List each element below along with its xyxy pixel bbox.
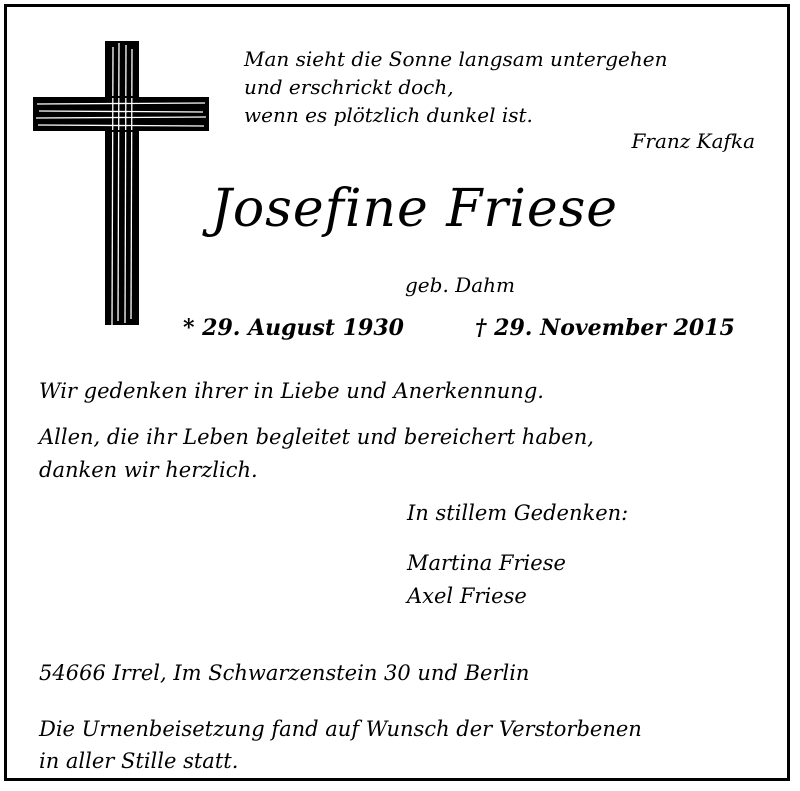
family-greeting: In stillem Gedenken: bbox=[407, 501, 629, 525]
birth-date: * 29. August 1930 bbox=[183, 315, 404, 341]
quote-author: Franz Kafka bbox=[631, 129, 755, 153]
maiden-name: geb. Dahm bbox=[405, 273, 515, 297]
quote-line: Man sieht die Sonne langsam untergehen bbox=[244, 47, 668, 71]
quote-text bbox=[244, 45, 667, 129]
family-members bbox=[407, 547, 566, 613]
thanks-text bbox=[39, 421, 594, 487]
burial-line: Die Urnenbeisetzung fand auf Wunsch der Verstorbenen bbox=[39, 717, 642, 741]
quote-line: wenn es plötzlich dunkel ist. bbox=[244, 103, 533, 127]
family-member: Martina Friese bbox=[407, 551, 566, 575]
deceased-name: Josefine Friese bbox=[211, 179, 619, 239]
quote-line: und erschrickt doch, bbox=[244, 75, 454, 99]
burial-note bbox=[39, 713, 642, 777]
family-member: Axel Friese bbox=[407, 584, 527, 608]
obituary-frame bbox=[4, 4, 790, 781]
address: 54666 Irrel, Im Schwarzenstein 30 und Berlin bbox=[39, 661, 530, 685]
remembrance-text: Wir gedenken ihrer in Liebe und Anerkennung. bbox=[39, 379, 544, 403]
thanks-line: Allen, die ihr Leben begleitet und bereichert haben, bbox=[39, 425, 594, 449]
thanks-line: danken wir herzlich. bbox=[39, 458, 258, 482]
burial-line: in aller Stille statt. bbox=[39, 749, 239, 773]
wooden-cross-icon bbox=[33, 41, 209, 325]
death-date: † 29. November 2015 bbox=[475, 315, 735, 341]
